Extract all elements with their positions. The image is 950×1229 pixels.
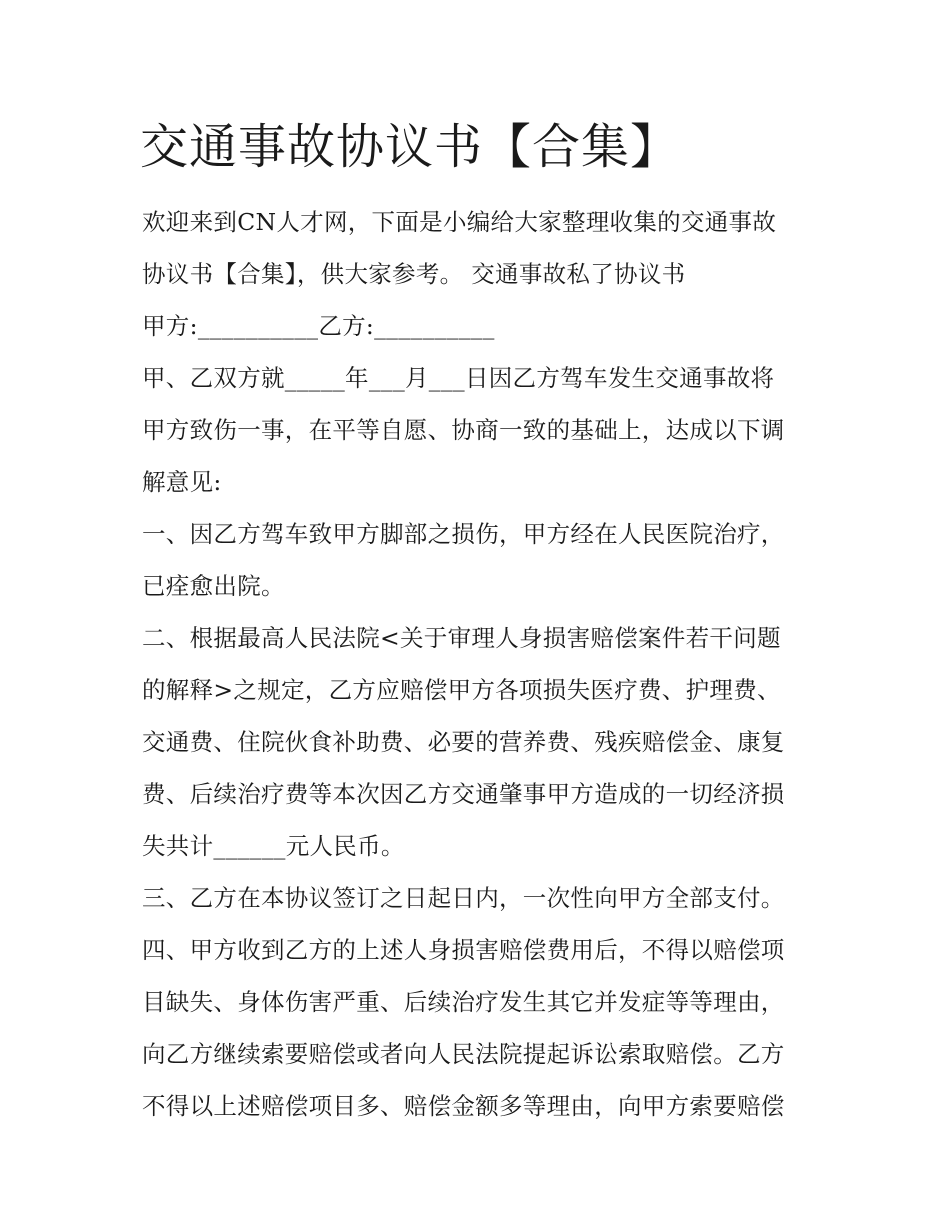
- body-line: 甲、乙双方就_____年___月___日因乙方驾车发生交通事故将: [142, 364, 775, 392]
- clause-2-line: 二、根据最高人民法院<关于审理人身损害赔偿案件若干问题: [142, 624, 781, 652]
- clause-1-line: 一、因乙方驾车致甲方脚部之损伤，甲方经在人民医院治疗，: [142, 520, 785, 548]
- clause-2-line: 的解释>之规定，乙方应赔偿甲方各项损失医疗费、护理费、: [142, 676, 781, 704]
- clause-1-line: 已痊愈出院。: [142, 572, 285, 600]
- document-title: 交通事故协议书【合集】: [140, 119, 680, 175]
- clause-4-line: 目缺失、身体伤害严重、后续治疗发生其它并发症等等理由，: [142, 988, 785, 1016]
- body-line: 欢迎来到CN人才网，下面是小编给大家整理收集的交通事故: [142, 208, 777, 236]
- clause-4-line: 四、甲方收到乙方的上述人身损害赔偿费用后，不得以赔偿项: [142, 936, 785, 964]
- clause-2-line: 费、后续治疗费等本次因乙方交通肇事甲方造成的一切经济损: [142, 780, 785, 808]
- body-line: 解意见:: [142, 468, 222, 496]
- clause-2-line: 交通费、住院伙食补助费、必要的营养费、残疾赔偿金、康复: [142, 728, 785, 756]
- clause-4-line: 向乙方继续索要赔偿或者向人民法院提起诉讼索取赔偿。乙方: [142, 1040, 785, 1068]
- document-body: [142, 196, 822, 1132]
- party-line: 甲方:__________乙方:__________: [142, 312, 495, 340]
- clause-2-line: 失共计______元人民币。: [142, 832, 405, 860]
- body-line: 协议书【合集】，供大家参考。 交通事故私了协议书: [142, 260, 686, 288]
- clause-4-line: 不得以上述赔偿项目多、赔偿金额多等理由，向甲方索要赔偿: [142, 1092, 785, 1120]
- clause-3-line: 三、乙方在本协议签订之日起日内，一次性向甲方全部支付。: [142, 884, 785, 912]
- body-line: 甲方致伤一事，在平等自愿、协商一致的基础上，达成以下调: [142, 416, 785, 444]
